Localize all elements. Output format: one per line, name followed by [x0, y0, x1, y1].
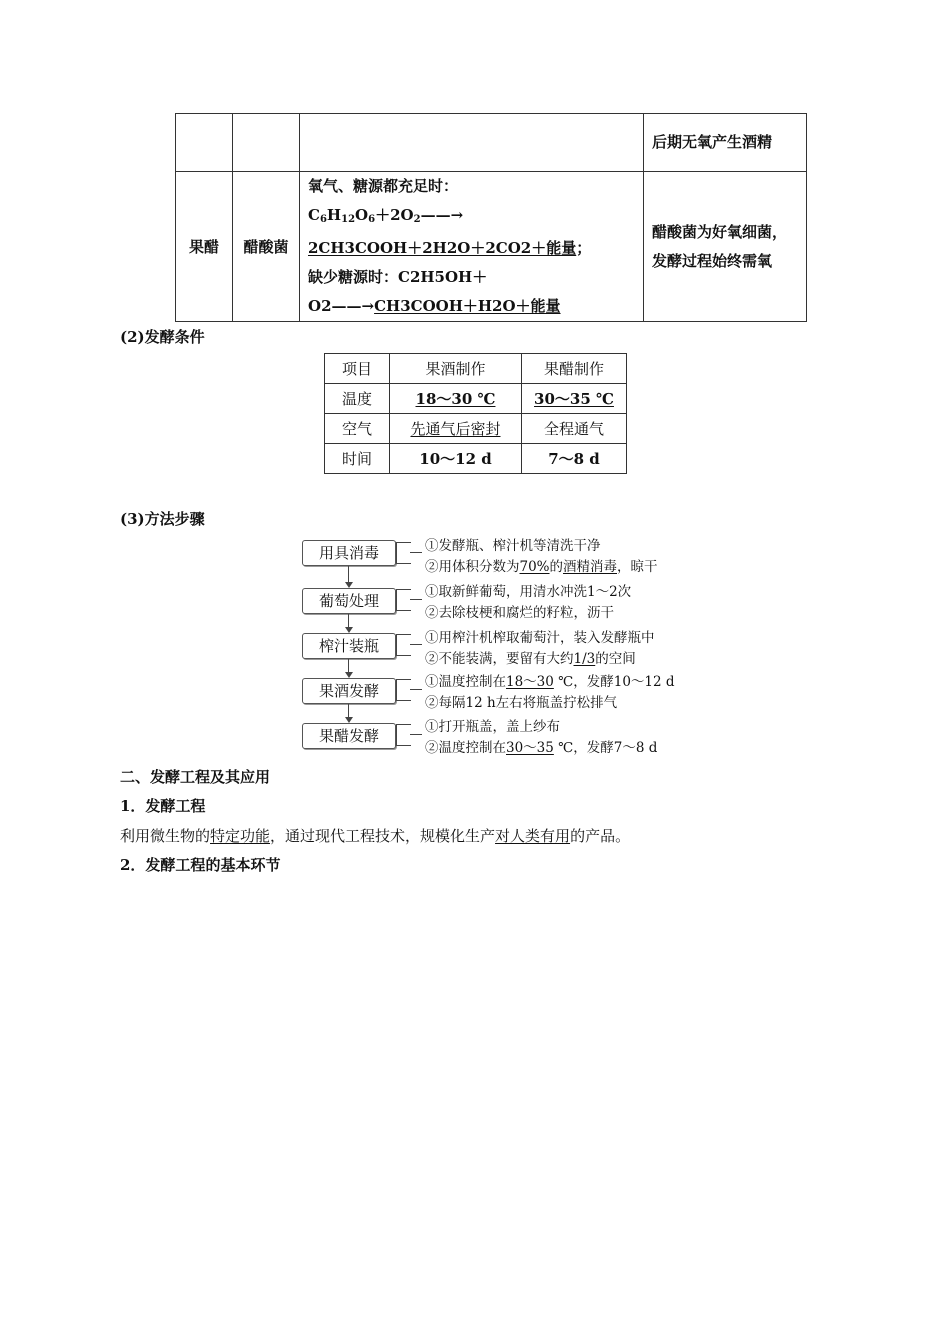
flow-step: 果酒发酵 — [302, 678, 396, 704]
table-cell: 空气 — [325, 414, 390, 444]
paragraph: 利用微生物的特定功能，通过现代工程技术，规模化生产对人类有用的产品。 — [120, 827, 631, 845]
flow-note: ②用体积分数为70%的酒精消毒，晾干 — [425, 559, 658, 575]
section-heading: 二、发酵工程及其应用 — [120, 768, 271, 786]
table-cell: 18～30 ℃ — [390, 384, 522, 414]
cell-text: 后期无氧产生酒精 — [652, 133, 773, 151]
table-cell: 10～12 d — [390, 444, 522, 474]
flow-bracket — [396, 589, 411, 611]
table-cell: 7～8 d — [522, 444, 627, 474]
reaction-equation-product: 2CH3COOH＋2H2O＋2CO2＋能量； — [308, 239, 592, 257]
flow-step: 果醋发酵 — [302, 723, 396, 749]
subheading: 1．发酵工程 — [120, 797, 206, 815]
flow-connector — [410, 734, 422, 735]
note-cell: 醋酸菌为好氧细菌，发酵过程始终需氧 — [644, 172, 807, 322]
flow-note: ②温度控制在30～35 ℃，发酵7～8 d — [425, 740, 658, 756]
table-cell: 温度 — [325, 384, 390, 414]
table-header: 果醋制作 — [522, 354, 627, 384]
table-cell: 时间 — [325, 444, 390, 474]
flow-note: ②去除枝梗和腐烂的籽粒，沥干 — [425, 605, 614, 621]
table-cell: 全程通气 — [522, 414, 627, 444]
flow-note: ①打开瓶盖，盖上纱布 — [425, 719, 560, 735]
flow-connector — [410, 689, 422, 690]
reaction-line: 氧气、糖源都充足时： — [308, 177, 459, 195]
reaction-equation: $C_6H_{12}O_6+2O_2——\to$ — [308, 206, 464, 225]
table-cell — [176, 114, 233, 172]
flow-connector — [410, 552, 422, 553]
flow-connector — [410, 599, 422, 600]
table-cell — [300, 114, 644, 172]
flow-note: ①用榨汁机榨取葡萄汁，装入发酵瓶中 — [425, 630, 655, 646]
flow-step: 用具消毒 — [302, 540, 396, 566]
table-header: 果酒制作 — [390, 354, 522, 384]
table-row — [176, 114, 807, 172]
flow-bracket — [396, 634, 411, 656]
table-header-row — [325, 354, 627, 384]
table-row — [325, 444, 627, 474]
flow-note: ①取新鲜葡萄，用清水冲洗1～2次 — [425, 584, 632, 600]
flow-note: ①温度控制在18～30 ℃，发酵10～12 d — [425, 674, 675, 690]
flow-note: ①发酵瓶、榨汁机等清洗干净 — [425, 538, 601, 554]
reaction-equation: O2——→CH3COOH＋H2O＋能量 — [308, 297, 561, 315]
flow-arrow — [348, 659, 349, 673]
flow-note: ②每隔12 h左右将瓶盖拧松排气 — [425, 695, 618, 711]
table-header: 项目 — [325, 354, 390, 384]
table-row — [325, 414, 627, 444]
product-cell: 果醋 — [176, 172, 233, 322]
table-cell: 先通气后密封 — [390, 414, 522, 444]
flow-step: 葡萄处理 — [302, 588, 396, 614]
microbe-cell: 醋酸菌 — [233, 172, 300, 322]
reaction-cell — [300, 172, 644, 322]
flow-arrow — [348, 566, 349, 582]
flow-note: ②不能装满，要留有大约1/3的空间 — [425, 651, 636, 667]
table-cell — [233, 114, 300, 172]
section-heading: (3)方法步骤 — [120, 510, 205, 528]
conditions-table — [324, 353, 627, 474]
flow-connector — [410, 644, 422, 645]
flow-bracket — [396, 542, 411, 564]
fermentation-table — [175, 113, 807, 322]
table-cell: 30～35 ℃ — [522, 384, 627, 414]
table-row — [325, 384, 627, 414]
flow-bracket — [396, 724, 411, 746]
flow-arrow — [348, 614, 349, 628]
reaction-line: 缺少糖源时：C2H5OH＋ — [308, 268, 488, 286]
section-heading: (2)发酵条件 — [120, 328, 205, 346]
flow-step: 榨汁装瓶 — [302, 633, 396, 659]
subheading: 2．发酵工程的基本环节 — [120, 856, 281, 874]
table-row — [176, 172, 807, 322]
flow-arrow — [348, 704, 349, 718]
table-cell — [644, 114, 807, 172]
flow-bracket — [396, 679, 411, 701]
